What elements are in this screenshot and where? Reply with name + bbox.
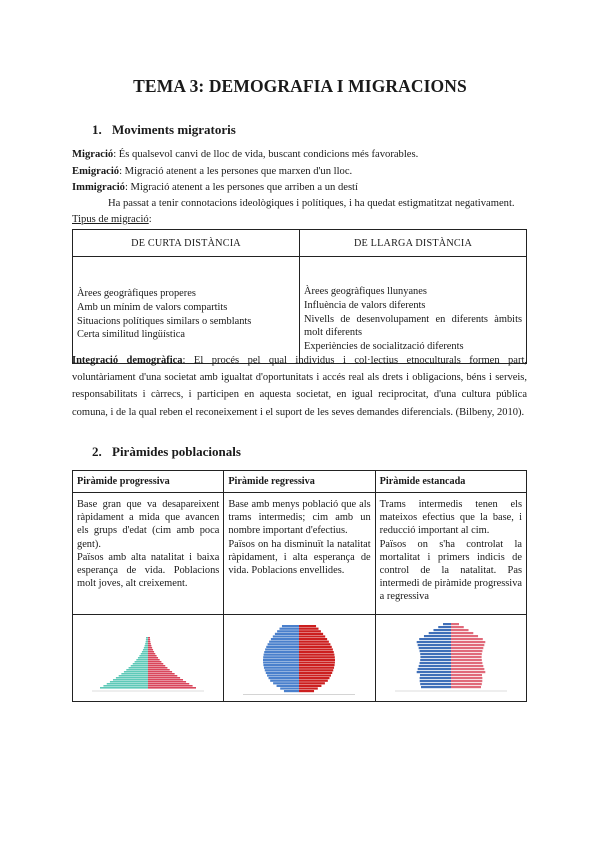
progressive-pyramid-left-bar (116, 677, 148, 679)
regressive-pyramid-left-bar (269, 677, 299, 679)
stationary-pyramid-left-bar (417, 641, 451, 643)
regressive-pyramid-right-bar (299, 633, 323, 635)
section-number: 2. (92, 444, 102, 459)
regressive-pyramid-left-bar (277, 685, 299, 687)
stationary-pyramid-image (375, 615, 526, 702)
stationary-pyramid-right-bar (451, 665, 483, 667)
integration-paragraph (72, 352, 527, 421)
table-row (73, 257, 527, 364)
progressive-pyramid-left-bar (146, 637, 148, 639)
progressive-pyramid-left-bar (146, 641, 148, 643)
progressive-pyramid-left-bar (104, 685, 149, 687)
progressive-pyramid-left-bar (144, 647, 148, 649)
regressive-pyramid-left-bar (271, 680, 300, 682)
stationary-pyramid-left-bar (429, 632, 451, 634)
term: Integració demogràfica (72, 355, 183, 366)
progressive-pyramid-left-bar (100, 687, 148, 689)
label-colon: : (148, 214, 152, 225)
progressive-pyramid-right-bar (148, 685, 193, 687)
stationary-pyramid-left-bar (433, 629, 451, 631)
regressive-pyramid-right-bar (299, 643, 330, 645)
short-distance-cell (73, 257, 300, 364)
progressive-pyramid-left-bar (145, 643, 148, 645)
regressive-pyramid-left-bar (282, 625, 299, 627)
stationary-pyramid-left-bar (419, 662, 450, 664)
stationary-pyramid-right-bar (451, 674, 482, 676)
regressive-pyramid-left-bar (274, 682, 300, 684)
stationary-pyramid-left-bar (421, 686, 451, 688)
label-text: Tipus de migració (72, 214, 149, 225)
progressive-pyramid-right-bar (148, 679, 183, 681)
progressive-pyramid-right-bar (148, 669, 170, 671)
stationary-pyramid-left-bar (419, 650, 450, 652)
progressive-pyramid-left-bar (135, 661, 148, 663)
stationary-pyramid-right-bar (451, 653, 482, 655)
regressive-pyramid-left-bar (267, 646, 300, 648)
regressive-pyramid-right-bar (299, 687, 318, 689)
regressive-pyramid-left-bar (273, 635, 299, 637)
regressive-pyramid-left-bar (280, 628, 300, 630)
progressive-pyramid-right-bar (148, 671, 172, 673)
regressive-pyramid-right-bar (299, 654, 334, 656)
header-regressive: Piràmide regressiva (224, 471, 375, 493)
regressive-pyramid-right-bar (299, 661, 335, 663)
progressive-pyramid-right-bar (148, 663, 163, 665)
regressive-pyramid-left-bar (281, 687, 300, 689)
paragraph-text: : El procés pel qual individus i col·lectius etnoculturals formen part, voluntàriament d'una societat amb igualtat d'oportunitats i accés real als drets i obligacions, béns i serveis, responsabilitats i càrrecs, i participen en aquesta societat, en igual reciprocitat, d'una cultura pública comuna, i de la qual reben el reconeixement i el suport de les seves demandes diferencials. (Bilbeny, 2010). (72, 355, 527, 418)
regressive-pyramid-right-bar (299, 672, 332, 674)
regressive-pyramid-right-bar (299, 674, 331, 676)
regressive-pyramid-left-bar (266, 672, 299, 674)
progressive-pyramid-left-bar (141, 653, 148, 655)
header-long-distance: DE LLARGA DISTÀNCIA (300, 230, 527, 257)
progressive-pyramid-right-bar (148, 641, 150, 643)
description-line: Països amb alta natalitat i baixa esperança de vida. Poblacions molt joves, alt creixement. (77, 551, 220, 590)
stationary-pyramid-left-bar (417, 668, 450, 670)
progressive-pyramid-right-bar (148, 659, 160, 661)
progressive-pyramid-right-bar (148, 687, 196, 689)
table-header-row (73, 230, 527, 257)
regressive-pyramid-right-bar (299, 685, 321, 687)
list-item: Àrees geogràfiques llunyanes (304, 286, 427, 297)
regressive-pyramid-left-bar (263, 659, 299, 661)
list-item: Situacions polítiques similars o semblants (77, 315, 252, 327)
progressive-pyramid-right-bar (148, 675, 177, 677)
stationary-pyramid-right-bar (451, 686, 481, 688)
regressive-pyramid-right-bar (299, 625, 316, 627)
stationary-pyramid-left-bar (419, 647, 451, 649)
regressive-pyramid-right-bar (299, 667, 334, 669)
progressive-pyramid-right-bar (148, 649, 153, 651)
stationary-pyramid-left-bar (420, 683, 451, 685)
regressive-pyramid-left-bar (270, 641, 300, 643)
migration-types-label (72, 213, 152, 226)
stationary-pyramid-right-bar (451, 623, 459, 625)
regressive-pyramid-right-bar (299, 646, 332, 648)
stationary-pyramid-left-bar (419, 677, 450, 679)
progressive-pyramid-right-bar (148, 653, 155, 655)
header-stationary: Piràmide estancada (375, 471, 526, 493)
description-line: Països on s'ha controlat la mortalitat i primers indicis de control de la natalitat. Pas intermedi de piràmide progressiva a regressiva (379, 538, 522, 603)
stationary-pyramid-left-bar (420, 656, 451, 658)
definition-text: : Migració atenent a les persones que arriben a un destí (124, 182, 358, 193)
stationary-pyramid-left-bar (438, 626, 451, 628)
section-title: Piràmides poblacionals (112, 444, 241, 459)
definition-immigracio (72, 181, 358, 194)
regressive-pyramid-right-bar (299, 651, 334, 653)
regressive-pyramid-left-bar (265, 651, 300, 653)
progressive-pyramid-left-bar (107, 683, 148, 685)
header-progressive: Piràmide progressiva (73, 471, 224, 493)
regressive-pyramid-left-bar (268, 674, 300, 676)
progressive-pyramid-left-bar (126, 669, 148, 671)
stationary-pyramid-right-bar (451, 668, 484, 670)
regressive-pyramid-right-bar (299, 669, 333, 671)
regressive-pyramid-image (224, 615, 375, 702)
progressive-pyramid-right-bar (148, 643, 151, 645)
progressive-pyramid-right-bar (148, 681, 186, 683)
regressive-pyramid-left-bar (284, 690, 299, 692)
regressive-pyramid-right-bar (299, 659, 335, 661)
list-item: Influència de valors diferents (304, 299, 426, 311)
regressive-pyramid-right-bar (299, 648, 333, 650)
stationary-pyramid-left-bar (443, 623, 451, 625)
regressive-pyramid-right-bar (299, 680, 328, 682)
progressive-pyramid-left-bar (119, 675, 148, 677)
regressive-pyramid-right-bar (299, 635, 325, 637)
regressive-pyramid-left-bar (278, 630, 300, 632)
progressive-pyramid-right-bar (148, 677, 180, 679)
regressive-pyramid-left-bar (265, 669, 299, 671)
regressive-pyramid-left-bar (268, 643, 299, 645)
stationary-pyramid-right-bar (451, 680, 482, 682)
progressive-pyramid-left-bar (138, 657, 148, 659)
stationary-pyramid-left-bar (420, 680, 451, 682)
definition-text: : Migració atenent a les persones que marxen d'un lloc. (119, 166, 353, 177)
regressive-pyramid-chart (229, 617, 369, 699)
progressive-pyramid-left-bar (140, 655, 149, 657)
progressive-pyramid-right-bar (148, 683, 189, 685)
table-header-row (73, 471, 527, 493)
list-item: Experiències de socialització diferents (304, 341, 464, 353)
regressive-pyramid-right-bar (299, 630, 321, 632)
progressive-pyramid-right-bar (148, 647, 152, 649)
progressive-pyramid-right-bar (148, 667, 167, 669)
stationary-pyramid-left-bar (417, 644, 450, 646)
regressive-pyramid-left-bar (264, 661, 300, 663)
progressive-pyramid-right-bar (148, 655, 157, 657)
stationary-pyramid-right-bar (451, 683, 482, 685)
description-line: Base gran que va desapareixent ràpidament a mida que avancen els grups d'edat (cim amb poca gent). (77, 499, 220, 550)
section-number: 1. (92, 122, 102, 137)
regressive-pyramid-right-bar (299, 628, 319, 630)
progressive-pyramid-left-bar (129, 667, 148, 669)
progressive-pyramid-left-bar (131, 665, 148, 667)
term: Immigració (72, 182, 125, 193)
progressive-pyramid-left-bar (113, 679, 148, 681)
list-item: Nivells de desenvolupament en diferents àmbits molt diferents (304, 313, 522, 339)
stationary-pyramid-right-bar (451, 656, 482, 658)
progressive-pyramid-left-bar (122, 673, 149, 675)
stationary-pyramid-right-bar (451, 659, 482, 661)
progressive-pyramid-right-bar (148, 637, 150, 639)
list-item: Amb un mínim de valors compartits (77, 301, 228, 313)
regressive-pyramid-left-bar (275, 633, 299, 635)
progressive-pyramid-left-bar (124, 671, 148, 673)
progressive-pyramid-left-bar (133, 663, 148, 665)
stationary-pyramid-left-bar (420, 653, 451, 655)
progressive-pyramid-chart (78, 617, 218, 699)
immigration-note: Ha passat a tenir connotacions ideològiques i polítiques, i ha quedat estigmatitzat negativament. (108, 198, 515, 209)
stationary-pyramid-right-bar (451, 650, 482, 652)
regressive-pyramid-left-bar (264, 667, 299, 669)
term: Migració (72, 149, 114, 160)
term: Emigració (72, 166, 120, 177)
stationary-pyramid-right-bar (451, 644, 484, 646)
definition-emigracio (72, 165, 352, 178)
regressive-pyramid-left-bar (264, 664, 300, 666)
definition-migracio (72, 148, 418, 161)
stationary-description (375, 493, 526, 615)
pyramids-table (72, 470, 527, 702)
stationary-pyramid-right-bar (451, 635, 478, 637)
stationary-pyramid-right-bar (451, 638, 483, 640)
progressive-pyramid-right-bar (148, 673, 175, 675)
progressive-pyramid-right-bar (148, 651, 154, 653)
page-title: TEMA 3: DEMOGRAFIA I MIGRACIONS (133, 76, 467, 96)
progressive-pyramid-right-bar (148, 639, 150, 641)
migration-types-table (72, 229, 527, 364)
regressive-description (224, 493, 375, 615)
progressive-pyramid-left-bar (136, 659, 148, 661)
regressive-pyramid-right-bar (299, 638, 327, 640)
progressive-pyramid-right-bar (148, 657, 158, 659)
table-row (73, 615, 527, 702)
stationary-pyramid-left-bar (420, 659, 451, 661)
progressive-pyramid-left-bar (146, 639, 148, 641)
regressive-pyramid-left-bar (264, 654, 299, 656)
progressive-pyramid-right-bar (148, 665, 165, 667)
regressive-pyramid-right-bar (299, 664, 335, 666)
stationary-pyramid-right-bar (451, 671, 485, 673)
stationary-pyramid-right-bar (451, 641, 485, 643)
progressive-pyramid-image (73, 615, 224, 702)
stationary-pyramid-right-bar (451, 629, 469, 631)
stationary-pyramid-left-bar (419, 638, 451, 640)
long-distance-cell (300, 257, 527, 364)
regressive-pyramid-right-bar (299, 690, 314, 692)
progressive-pyramid-right-bar (148, 661, 161, 663)
description-line: Països on ha disminuït la natalitat ràpidament, i alta esperança de vida. Poblacions envellides. (228, 538, 371, 577)
stationary-pyramid-right-bar (451, 626, 464, 628)
definition-text: : És qualsevol canvi de lloc de vida, buscant condicions més favorables. (113, 149, 419, 160)
section-heading-migrations (92, 122, 236, 138)
stationary-pyramid-left-bar (417, 671, 451, 673)
regressive-pyramid-left-bar (266, 648, 300, 650)
stationary-pyramid-right-bar (451, 632, 473, 634)
regressive-pyramid-right-bar (299, 641, 329, 643)
progressive-pyramid-right-bar (148, 645, 151, 647)
progressive-pyramid-left-bar (142, 651, 148, 653)
stationary-pyramid-right-bar (451, 662, 482, 664)
stationary-pyramid-right-bar (451, 677, 482, 679)
progressive-pyramid-left-bar (143, 649, 148, 651)
stationary-pyramid-right-bar (451, 647, 483, 649)
list-item: Certa similitud lingüística (77, 329, 185, 341)
list-item: Àrees geogràfiques properes (77, 288, 196, 299)
regressive-pyramid-left-bar (264, 656, 300, 658)
section-heading-pyramids (92, 444, 241, 460)
regressive-pyramid-right-bar (299, 682, 325, 684)
regressive-pyramid-right-bar (299, 677, 329, 679)
progressive-description (73, 493, 224, 615)
description-line: Trams intermedis tenen els mateixos efectius que la base, i reducció important al cim. (379, 499, 522, 537)
header-short-distance: DE CURTA DISTÀNCIA (73, 230, 300, 257)
stationary-pyramid-left-bar (424, 635, 451, 637)
table-row (73, 493, 527, 615)
regressive-pyramid-right-bar (299, 656, 335, 658)
description-line: Base amb menys població que als trams intermedis; cim amb un nombre important d'efectius. (228, 499, 371, 537)
section-title: Moviments migratoris (112, 122, 236, 137)
stationary-pyramid-left-bar (420, 674, 451, 676)
regressive-pyramid-left-bar (271, 638, 299, 640)
stationary-pyramid-left-bar (418, 665, 450, 667)
stationary-pyramid-chart (381, 617, 521, 699)
progressive-pyramid-left-bar (145, 645, 148, 647)
progressive-pyramid-left-bar (110, 681, 148, 683)
